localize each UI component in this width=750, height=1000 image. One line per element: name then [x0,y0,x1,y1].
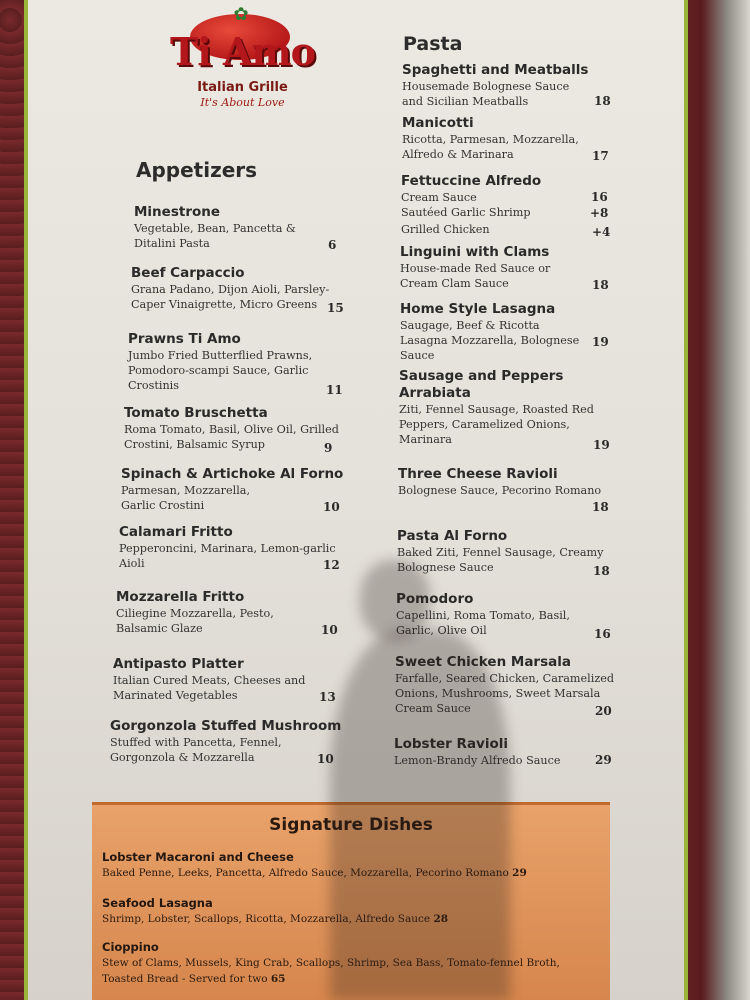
item-price: 10 [321,623,338,637]
item-name: Lobster Ravioli [394,736,509,752]
signature-item [102,895,602,927]
item-name: Sweet Chicken Marsala [395,654,571,670]
item-price: 17 [592,149,609,163]
item-name: Pomodoro [396,591,474,607]
menu-item [131,265,346,315]
item-price: 10 [323,500,340,514]
menu-item [395,654,625,716]
item-description: Stuffed with Pancetta, Fennel, Gorgonzola & Mozzarella [110,736,282,764]
item-option [401,222,615,237]
item-name: Spaghetti and Meatballs [402,62,589,78]
item-name: Spinach & Artichoke Al Forno [121,466,344,482]
item-description [102,865,602,881]
item-price: 18 [592,500,609,514]
item-price: 20 [595,704,612,718]
menu-item [121,466,361,513]
item-description: Housemade Bolognese Sauce and Sicilian Meatballs [402,80,570,108]
option-label: Grilled Chicken [401,223,490,236]
item-price: 29 [595,753,612,767]
menu-item [401,173,616,237]
menu-item [119,524,359,571]
item-description [102,911,602,927]
menu-item [134,204,349,251]
item-price: 13 [319,690,336,704]
item-description: Saugage, Beef & Ricotta Lasagna Mozzarella, Bolognese Sauce [400,319,580,362]
item-description-text: Baked Penne, Leeks, Pancetta, Alfredo Sauce, Mozzarella, Pecorino Romano [102,867,509,879]
menu-item [396,591,611,641]
item-price: 10 [317,752,334,766]
item-description-text: Shrimp, Lobster, Scallops, Ricotta, Mozzarella, Alfredo Sauce [102,913,431,925]
item-price: 29 [512,867,527,879]
item-name: Home Style Lasagna [400,301,556,317]
item-price: 18 [593,564,610,578]
item-price: 19 [592,335,609,349]
option-label: Cream Sauce [401,191,477,204]
item-name: Tomato Bruschetta [124,405,268,421]
signature-heading: Signature Dishes [269,815,433,835]
item-description: Jumbo Fried Butterflied Prawns, Pomodoro-scampi Sauce, Garlic Crostinis [128,349,313,392]
item-price: 65 [270,973,286,985]
menu-item [113,656,353,703]
signature-item [102,939,602,987]
menu-item [124,405,339,455]
logo-name: Ti Amo [170,29,315,74]
appetizers-heading: Appetizers [136,158,258,182]
menu-item [116,589,338,637]
item-price: 18 [594,94,611,108]
item-description: Parmesan, Mozzarella, Garlic Crostini [121,484,250,512]
item-name: Gorgonzola Stuffed Mushroom [110,718,342,734]
menu-item [397,528,627,578]
item-description: Ziti, Fennel Sausage, Roasted Red Peppers, Caramelized Onions, Marinara [399,403,594,446]
signature-dishes-panel [92,802,610,1000]
menu-item [110,718,350,765]
item-description: Ciliegine Mozzarella, Pesto, Balsamic Glaze [116,607,274,635]
item-name: Linguini with Clams [400,244,550,260]
menu-item [128,331,343,397]
item-price: 6 [328,238,337,252]
logo-subtitle: Italian Grille [197,80,288,95]
item-description: Ricotta, Parmesan, Mozzarella, Alfredo & Marinara [402,133,579,161]
item-description: Roma Tomato, Basil, Olive Oil, Grilled Crostini, Balsamic Syrup [124,423,339,451]
menu-item [394,736,624,768]
item-option [401,190,615,205]
item-name: Minestrone [134,204,221,220]
item-description-text: Stew of Clams, Mussels, King Crab, Scallops, Shrimp, Sea Bass, Tomato-fennel Broth, Toasted Bread - Served for two [102,957,560,985]
item-description [102,955,572,987]
menu-item [400,244,615,291]
item-description: Lemon-Brandy Alfredo Sauce [394,754,561,767]
item-name: Fettuccine Alfredo [401,173,542,189]
item-name: Mozzarella Fritto [116,589,245,605]
option-label: Sautéed Garlic Shrimp [401,206,531,219]
menu-item [399,368,614,452]
item-name: Cioppino [102,940,159,954]
option-price: +8 [590,206,609,220]
item-price: 11 [326,383,343,397]
menu-item [402,62,617,109]
item-description: Bolognese Sauce, Pecorino Romano [398,484,602,497]
item-description: Vegetable, Bean, Pancetta & Ditalini Pasta [134,222,296,250]
item-name: Sausage and Peppers Arrabiata [399,368,564,401]
item-price: 28 [433,913,449,925]
option-price: +4 [592,225,611,239]
item-name: Antipasto Platter [113,656,244,672]
item-name: Prawns Ti Amo [128,331,241,347]
item-price: 18 [592,278,609,292]
item-name: Calamari Fritto [119,524,233,540]
item-name: Beef Carpaccio [131,265,245,281]
item-price: 16 [594,627,611,641]
pasta-heading: Pasta [403,33,463,55]
item-price: 15 [327,301,344,315]
item-description: Grana Padano, Dijon Aioli, Parsley-Caper Vinaigrette, Micro Greens [131,283,330,311]
menu-item [398,466,628,514]
item-description: Farfalle, Seared Chicken, Caramelized Onions, Mushrooms, Sweet Marsala Cream Sauce [395,672,614,715]
item-price: 19 [593,438,610,452]
option-price: 16 [591,190,608,204]
menu-item [400,301,615,363]
item-price: 9 [324,441,333,455]
item-description: Capellini, Roma Tomato, Basil, Garlic, Olive Oil [396,609,570,637]
item-name: Three Cheese Ravioli [398,466,558,482]
item-description: Italian Cured Meats, Cheeses and Marinated Vegetables [113,674,306,702]
item-name: Pasta Al Forno [397,528,508,544]
signature-item [102,849,602,881]
leaf-icon: ✿ [233,4,249,25]
restaurant-logo [140,4,345,109]
item-description: House-made Red Sauce or Cream Clam Sauce [400,262,551,290]
item-name: Seafood Lasagna [102,896,213,910]
item-option [401,205,615,222]
item-description: Pepperoncini, Marinara, Lemon-garlic Aioli [119,542,336,570]
menu-item [402,115,617,162]
item-price: 12 [323,558,340,572]
item-description: Baked Ziti, Fennel Sausage, Creamy Bolognese Sauce [397,546,604,574]
item-name: Lobster Macaroni and Cheese [102,850,294,864]
logo-tagline: It's About Love [200,96,285,109]
item-name: Manicotti [402,115,474,131]
